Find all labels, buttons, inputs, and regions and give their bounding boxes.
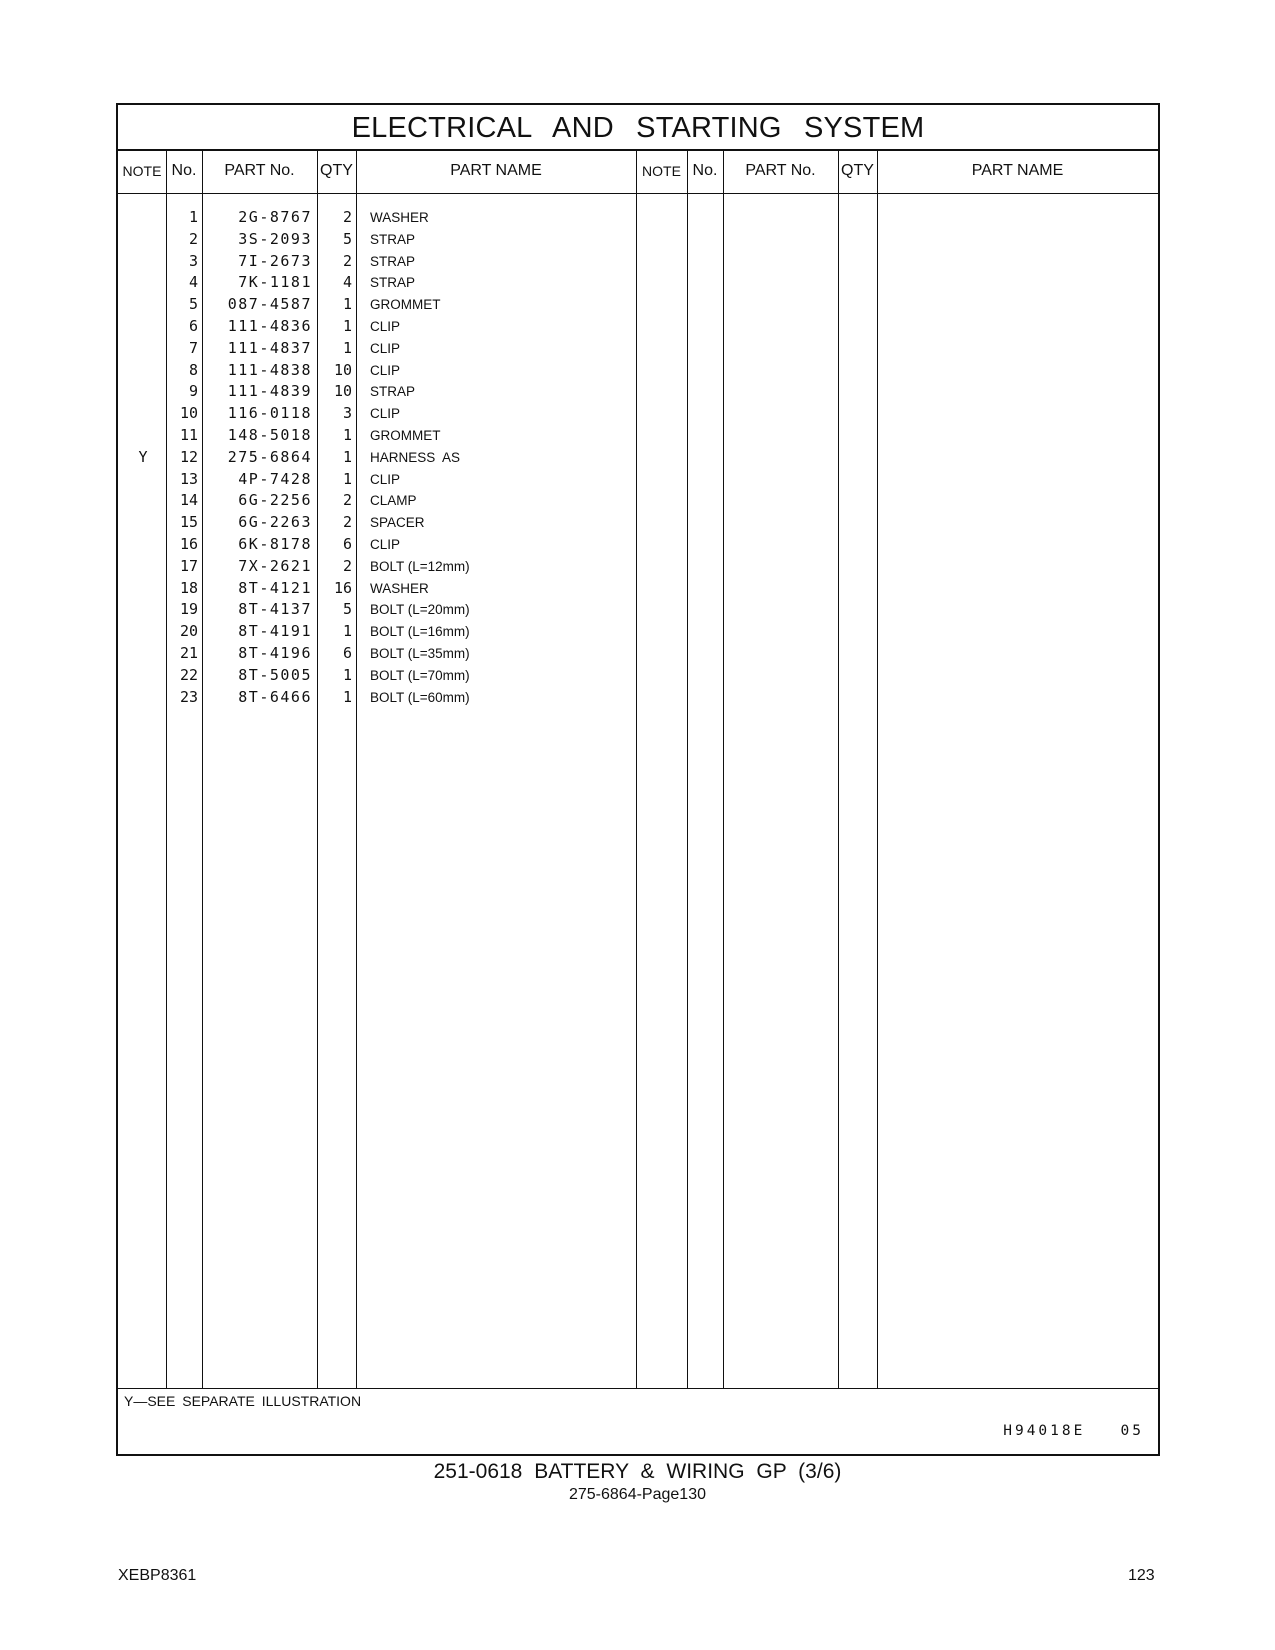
quantity-cell: 10 [333,382,352,401]
quantity-cell: 6 [342,534,352,553]
parts-list [118,207,1158,708]
table-row [118,338,1158,360]
part-name-cell: SPACER [370,515,425,531]
item-number-cell: 20 [179,622,198,641]
header-note-right: NOTE [642,163,681,179]
header-no: No. [171,162,197,179]
part-number-cell: 8T-5005 [238,665,312,684]
note-cell: Y [138,447,148,466]
table-row [118,665,1158,687]
part-number-cell: 8T-4121 [238,578,312,597]
quantity-cell: 3 [342,404,352,423]
table-row [118,556,1158,578]
part-name-cell: STRAP [370,253,416,269]
part-name-cell: BOLT (L=12mm) [370,558,470,574]
quantity-cell: 6 [342,643,352,662]
item-number-cell: 15 [179,513,198,532]
part-number-cell: 6G-2256 [238,491,312,510]
quantity-cell: 1 [342,622,352,641]
page-number: 123 [1128,1567,1155,1584]
quantity-cell: 2 [342,251,352,270]
quantity-cell: 16 [333,578,352,597]
header-qty-right: QTY [841,162,874,179]
header-rule [118,193,1158,194]
parts-table [116,103,1160,1456]
part-number-cell: 3S-2093 [238,229,312,248]
header-note: NOTE [122,163,162,179]
part-name-cell: CLIP [370,536,401,552]
item-number-cell: 19 [179,600,198,619]
part-name-cell: CLAMP [370,493,417,509]
part-name-cell: BOLT (L=70mm) [370,667,470,683]
part-name-cell: BOLT (L=16mm) [370,624,470,640]
table-row [118,599,1158,621]
table-row [118,621,1158,643]
table-row [118,512,1158,534]
part-number-cell: 275-6864 [227,447,312,466]
part-number-cell: 7I-2673 [238,251,312,270]
table-row [118,578,1158,600]
table-row [118,490,1158,512]
part-name-cell: STRAP [370,275,416,291]
part-number-cell: 6K-8178 [238,534,312,553]
item-number-cell: 18 [179,578,198,597]
part-name-cell: GROMMET [370,427,441,443]
footer-rule [118,1388,1158,1389]
part-number-cell: 111-4838 [227,360,312,379]
item-number-cell: 3 [188,251,198,270]
item-number-cell: 6 [188,316,198,335]
quantity-cell: 1 [342,469,352,488]
quantity-cell: 1 [342,687,352,706]
quantity-cell: 1 [342,316,352,335]
part-number-cell: 116-0118 [227,404,312,423]
part-name-cell: CLIP [370,362,401,378]
part-name-cell: CLIP [370,318,401,334]
header-part-no-right: PART No. [745,162,816,179]
table-row [118,425,1158,447]
quantity-cell: 1 [342,447,352,466]
part-number-cell: 148-5018 [227,425,312,444]
part-name-cell: BOLT (L=35mm) [370,645,470,661]
part-name-cell: HARNESS AS [370,449,461,465]
quantity-cell: 2 [342,556,352,575]
item-number-cell: 9 [188,382,198,401]
table-row [118,469,1158,491]
table-row [118,229,1158,251]
item-number-cell: 21 [179,643,198,662]
header-part-name: PART NAME [450,162,542,179]
part-number-cell: 7X-2621 [238,556,312,575]
header-part-no: PART No. [224,162,295,179]
quantity-cell: 1 [342,425,352,444]
part-name-cell: CLIP [370,406,401,422]
part-number-cell: 4P-7428 [238,469,312,488]
quantity-cell: 1 [342,665,352,684]
table-row [118,294,1158,316]
table-row [118,403,1158,425]
table-row [118,381,1158,403]
table-row [118,251,1158,273]
quantity-cell: 10 [333,360,352,379]
item-number-cell: 4 [188,273,198,292]
quantity-cell: 2 [342,208,352,226]
item-number-cell: 11 [179,425,198,444]
item-number-cell: 22 [179,665,198,684]
quantity-cell: 1 [342,338,352,357]
quantity-cell: 5 [342,600,352,619]
item-number-cell: 7 [188,338,198,357]
table-row [118,534,1158,556]
table-row [118,272,1158,294]
quantity-cell: 1 [342,295,352,314]
part-number-cell: 7K-1181 [238,273,312,292]
item-number-cell: 17 [179,556,198,575]
part-name-cell: GROMMET [370,297,441,313]
part-name-cell: WASHER [370,210,429,225]
part-number-cell: 6G-2263 [238,513,312,532]
part-number-cell: 8T-4191 [238,622,312,641]
header-part-name-right: PART NAME [971,162,1064,179]
item-number-cell: 14 [179,491,198,510]
group-caption: 251-0618 BATTERY & WIRING GP (3/6) [433,1460,842,1483]
page-reference: 275-6864-Page130 [568,1486,706,1503]
item-number-cell: 12 [179,447,198,466]
header-qty: QTY [320,162,353,179]
item-number-cell: 23 [179,687,198,706]
part-number-cell: 8T-4137 [238,600,312,619]
form-code: H94018E 05 [1003,1423,1144,1439]
table-row [118,207,1158,229]
section-title: ELECTRICAL AND STARTING SYSTEM [118,105,1158,151]
part-number-cell: 2G-8767 [238,208,312,226]
table-row [118,360,1158,382]
item-number-cell: 8 [188,360,198,379]
item-number-cell: 5 [188,295,198,314]
item-number-cell: 13 [179,469,198,488]
table-row [118,447,1158,469]
part-number-cell: 111-4839 [227,382,312,401]
item-number-cell: 16 [179,534,198,553]
quantity-cell: 2 [342,513,352,532]
part-number-cell: 111-4836 [227,316,312,335]
footnote: Y—SEE SEPARATE ILLUSTRATION [124,1393,362,1409]
document-id: XEBP8361 [118,1567,197,1584]
table-row [118,643,1158,665]
quantity-cell: 2 [342,491,352,510]
part-number-cell: 087-4587 [227,295,312,314]
table-row [118,687,1158,709]
part-name-cell: CLIP [370,340,401,356]
part-number-cell: 8T-4196 [238,643,312,662]
part-name-cell: STRAP [370,384,416,400]
quantity-cell: 5 [342,229,352,248]
item-number-cell: 10 [179,404,198,423]
part-number-cell: 8T-6466 [238,687,312,706]
part-name-cell: BOLT (L=60mm) [370,689,470,705]
part-name-cell: BOLT (L=20mm) [370,602,470,618]
item-number-cell: 2 [188,229,198,248]
part-number-cell: 111-4837 [227,338,312,357]
table-row [118,316,1158,338]
part-name-cell: STRAP [370,231,416,247]
item-number-cell: 1 [188,208,198,226]
part-name-cell: CLIP [370,471,401,487]
header-no-right: No. [692,162,718,179]
part-name-cell: WASHER [370,580,429,596]
quantity-cell: 4 [342,273,352,292]
